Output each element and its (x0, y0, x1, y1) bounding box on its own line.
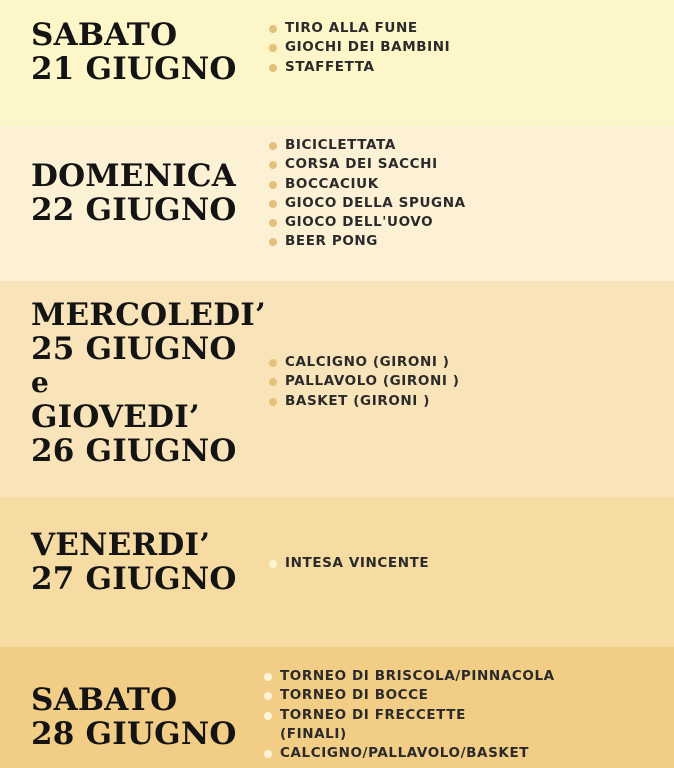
list-item: TORNEO DI BOCCE (264, 686, 555, 705)
list-item: BOCCACIUK (269, 175, 466, 194)
day-heading-line: 26 GIUGNO (31, 433, 237, 469)
day-heading-connector: e (31, 366, 50, 399)
bullet-dot-icon (269, 238, 277, 246)
bullet-dot-icon (269, 44, 277, 52)
bullet-dot-icon (264, 712, 272, 720)
list-item: BICICLETTATA (269, 136, 466, 155)
activity-list (269, 19, 450, 77)
list-item: STAFFETTA (269, 58, 450, 77)
day-heading-line: VENERDI’ (31, 527, 211, 563)
day-heading (31, 18, 237, 86)
list-item: GIOCHI DEI BAMBINI (269, 38, 450, 57)
bullet-dot-icon (269, 378, 277, 386)
list-item: TORNEO DI FRECCETTE (264, 706, 555, 725)
day-heading-line: 27 GIUGNO (31, 561, 237, 597)
list-item-continuation: (FINALI) (280, 725, 347, 742)
day-heading-line: 21 GIUGNO (31, 51, 237, 87)
list-item: CALCIGNO (GIRONI ) (269, 353, 460, 372)
bullet-dot-icon (269, 560, 277, 568)
day-heading-line: 22 GIUGNO (31, 192, 237, 228)
day-heading-line: SABATO (31, 17, 178, 53)
section-sabato-21 (0, 0, 674, 126)
list-item: TORNEO DI BRISCOLA/PINNACOLA (264, 667, 555, 686)
bullet-dot-icon (269, 219, 277, 227)
bullet-dot-icon (269, 359, 277, 367)
day-heading-line: DOMENICA (31, 158, 236, 194)
activity-list (269, 136, 466, 252)
list-item: BEER PONG (269, 232, 466, 251)
bullet-dot-icon (264, 692, 272, 700)
day-heading-line: GIOVEDI’ (31, 399, 200, 435)
section-sabato-28 (0, 647, 674, 768)
list-item: CALCIGNO/PALLAVOLO/BASKET (264, 744, 555, 763)
bullet-dot-icon (269, 64, 277, 72)
day-heading-line: MERCOLEDI’ (31, 297, 266, 333)
day-heading-line: 25 GIUGNO (31, 331, 237, 367)
day-heading-line: SABATO (31, 682, 178, 718)
list-item: PALLAVOLO (GIRONI ) (269, 372, 460, 391)
day-heading (31, 528, 237, 596)
list-item: INTESA VINCENTE (269, 554, 429, 573)
bullet-dot-icon (269, 181, 277, 189)
bullet-dot-icon (269, 161, 277, 169)
list-item: TIRO ALLA FUNE (269, 19, 450, 38)
day-heading (31, 159, 237, 227)
list-item: BASKET (GIRONI ) (269, 392, 460, 411)
section-venerdi-27 (0, 497, 674, 647)
bullet-dot-icon (269, 142, 277, 150)
bullet-dot-icon (269, 398, 277, 406)
activity-list (269, 554, 429, 573)
bullet-dot-icon (269, 25, 277, 33)
bullet-dot-icon (264, 673, 272, 681)
bullet-dot-icon (269, 200, 277, 208)
bullet-dot-icon (264, 750, 272, 758)
day-heading (31, 298, 266, 468)
section-mercoledi-giovedi (0, 281, 674, 497)
activity-list (269, 353, 460, 411)
activity-list (264, 667, 555, 763)
section-domenica-22 (0, 126, 674, 281)
day-heading-line: 28 GIUGNO (31, 716, 237, 752)
day-heading (31, 683, 237, 751)
list-item: GIOCO DELLA SPUGNA (269, 194, 466, 213)
list-item: CORSA DEI SACCHI (269, 155, 466, 174)
list-item: GIOCO DELL'UOVO (269, 213, 466, 232)
